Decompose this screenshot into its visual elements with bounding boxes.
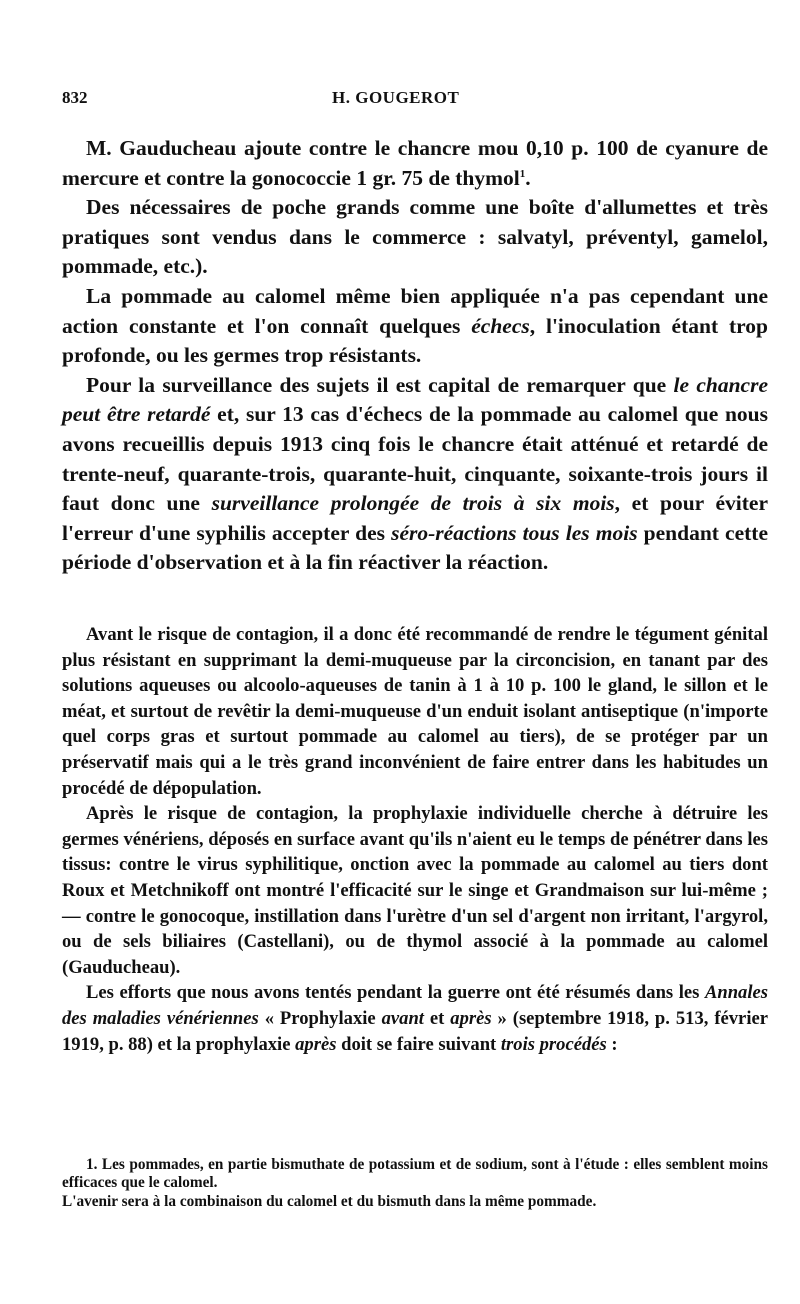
paragraph-gaudTucheau xyxy=(62,134,768,193)
emphasis-text: trois procédés xyxy=(500,1033,607,1055)
paragraph-text: « Prophylaxie xyxy=(258,1007,382,1029)
paragraph-text: M. Gauducheau ajoute contre le chancre mou 0,10 p. 100 de cyanure de mercure et contre la gonococcie 1 gr. 75 de thymol xyxy=(62,136,768,190)
section-top xyxy=(62,134,768,578)
emphasis-text: Annales des maladies vénériennes xyxy=(62,982,768,1029)
section-bottom xyxy=(62,622,768,1057)
paragraph-avant-contagion: Avant le risque de contagion, il a donc été recommandé de rendre le tégument génital plus résistant en supprimant la demi-muqueuse par la circoncision, en tanant par des solutions aqueuses ou alcoolo-aqueuses de tanin à 1 à 10 p. 100 le gland, le sillon et le méat, et surtout de revêtir la demi-muqueuse d'un enduit isolant antiseptique (n'importe quel corps gras et surtout pommade au calomel au tiers), de se protéger par un préservatif mais qui a le très grand inconvénient de faire entrer dans les habitudes un procédé de dépopulation. xyxy=(62,624,768,799)
paragraph-apres-contagion: Après le risque de contagion, la prophylaxie individuelle cherche à détruire les germes vénériens, déposés en surface avant qu'ils n'aient eu le temps de pénétrer dans les tissus: contre le virus syphilitique, onction avec la pommade au calomel au tiers dont Roux et Metchnikoff ont montré l'efficacité sur le singe et Grandmaison sur lui-même ; — contre le gonocoque, instillation dans l'urètre d'un sel d'argent non irritant, l'argyrol, ou de sels biliaires (Castellani), ou de thymol associé à la pommade au calomel (Gauducheau). xyxy=(62,803,768,978)
paragraph-text: , et pour éviter l'erreur d'une syphilis accepter des xyxy=(62,491,768,545)
paragraph-surveillance xyxy=(62,371,768,578)
paragraph-necessaires: Des nécessaires de poche grands comme une boîte d'allumettes et très pratiques sont vendus dans le commerce : salvatyl, préventyl, gamelol, pommade, etc.). xyxy=(62,195,768,279)
footnote-continuation: L'avenir sera à la combinaison du calomel et du bismuth dans la même pommade. xyxy=(62,1192,597,1210)
paragraph-text: Les efforts que nous avons tentés pendant la guerre ont été résumés dans les xyxy=(86,982,705,1004)
paragraph-pommade-calomel xyxy=(62,282,768,371)
emphasis-text: après xyxy=(450,1007,492,1029)
paragraph-text: Pour la surveillance des sujets il est capital de remarquer que xyxy=(86,372,674,397)
paragraph-text: pendant cette période d'observation et à la fin réactiver la réaction. xyxy=(62,520,769,575)
emphasis-text: après xyxy=(295,1033,337,1055)
paragraph-text: et, sur 13 cas d'échecs de la pommade au calomel que nous avons recueillis depuis 1913 cinq fois le chancre était atténué et retardé de trente-neuf, quarante-trois, quarante-huit, cinquante, soixante-trois jours il faut donc une xyxy=(62,402,769,516)
paragraph-text: » (septembre 1918, p. 513, février 1919, p. 88) et la prophylaxie xyxy=(62,1007,768,1055)
emphasis-text: échecs xyxy=(471,313,530,338)
running-title: H. GOUGEROT xyxy=(332,88,460,107)
emphasis-text: avant xyxy=(381,1007,424,1029)
paragraph-text: : xyxy=(606,1033,618,1055)
paragraph-text: La pommade au calomel même bien appliquée n'a pas cependant une action constante et l'on connaît quelques xyxy=(62,283,768,338)
page-number: 832 xyxy=(62,88,88,107)
paragraph-text: doit se faire suivant xyxy=(336,1033,501,1055)
paragraph-text: , l'inoculation étant trop profonde, ou les germes trop résistants. xyxy=(62,313,768,368)
footnotes xyxy=(62,1156,768,1211)
paragraph-text: et xyxy=(423,1007,451,1029)
emphasis-text: le chancre peut être retardé xyxy=(62,372,768,427)
page-header xyxy=(62,88,760,114)
paragraph-efforts-guerre xyxy=(62,980,768,1057)
emphasis-text: séro-réactions tous les mois xyxy=(391,520,638,545)
footnote-marker: 1 xyxy=(519,167,526,180)
emphasis-text: surveillance prolongée de trois à six mois xyxy=(211,491,615,516)
paragraph-text: . xyxy=(525,165,531,190)
footnote-1: 1. Les pommades, en partie bismuthate de potassium et de sodium, sont à l'étude : elles semblent moins efficaces que le calomel. xyxy=(62,1156,768,1192)
